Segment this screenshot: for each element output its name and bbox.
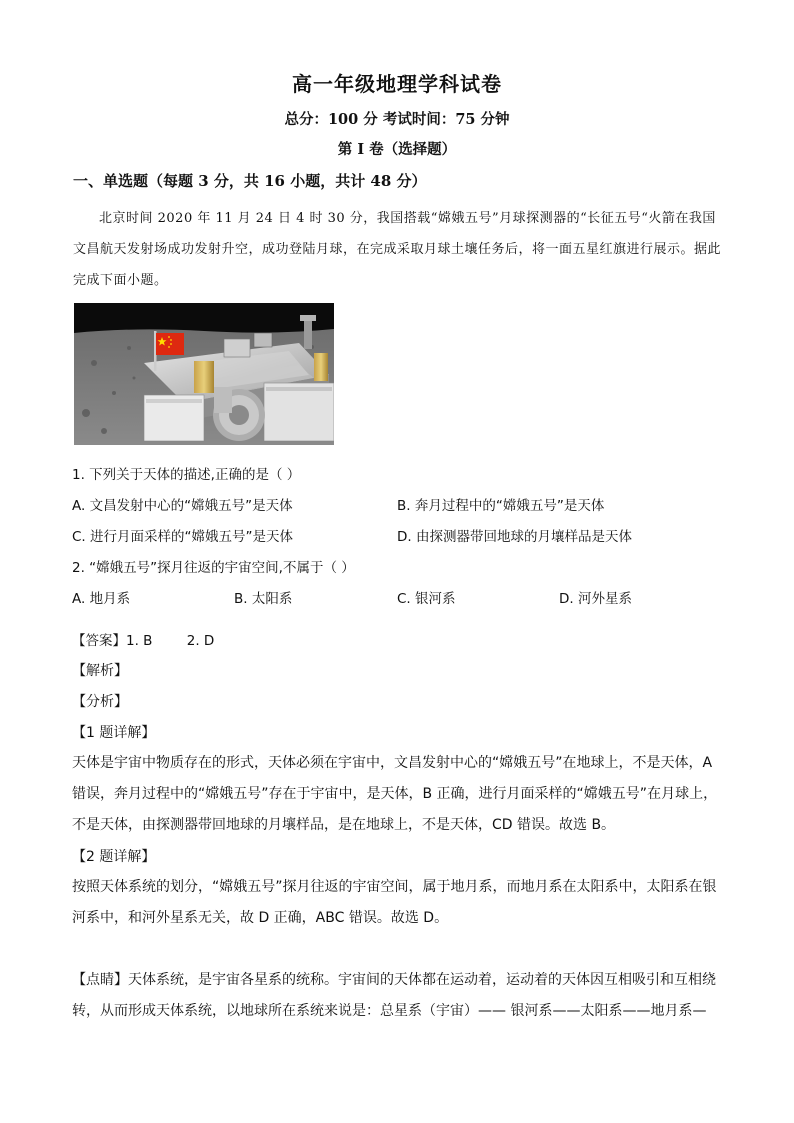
intro-text: 北京时间 2020 年 11 月 24 日 4 时 30 分，我国搭载“嫦娥五号”月球探测器的“长征五号“火箭在我国文昌航天发射场成功发射升空，成功登陆月球，在完成采取月球土壤任务后，将一面五星红旗进行展示。据此完成下面小题。	[73, 211, 722, 288]
answer-value: 1. B 2. D	[126, 633, 215, 649]
dianjing-label: 【点睛】	[72, 972, 128, 988]
answer-line	[72, 629, 214, 649]
question-1-option-b: B. 奔月过程中的“嫦娥五号”是天体	[397, 498, 605, 514]
section-heading: 一、单选题（每题 3 分，共 16 小题，共计 48 分）	[73, 172, 427, 190]
question-2-stem: 2. “嫦娥五号”探月往返的宇宙空间,不属于（ ）	[72, 560, 355, 576]
volume-title: 第 I 卷（选择题）	[337, 141, 457, 158]
change5-lunar-photo	[74, 303, 334, 445]
question-1-option-d: D. 由探测器带回地球的月壤样品是天体	[397, 529, 632, 545]
question-2-option-c: C. 银河系	[397, 591, 456, 607]
exam-title: 高一年级地理学科试卷	[292, 72, 502, 96]
question-2-option-a: A. 地月系	[72, 591, 131, 607]
question-2-option-b: B. 太阳系	[234, 591, 293, 607]
fenxi-heading: 【分析】	[72, 694, 128, 710]
dianjing-paragraph	[72, 965, 722, 1027]
question-1-option-a: A. 文昌发射中心的“嫦娥五号”是天体	[72, 498, 293, 514]
answer-label: 【答案】	[72, 633, 126, 649]
q2-detail-heading: 【2 题详解】	[72, 849, 156, 865]
dianjing-text: 天体系统，是宇宙各星系的统称。宇宙间的天体都在运动着，运动着的天体因互相吸引和互相绕转，从而形成天体系统，以地球所在系统来说是：总星系（宇宙）—— 银河系——太阳系——地月系—	[72, 972, 716, 1019]
question-1-option-c: C. 进行月面采样的“嫦娥五号”是天体	[72, 529, 293, 545]
q1-detail-heading: 【1 题详解】	[72, 725, 156, 741]
intro-paragraph	[73, 203, 723, 296]
jiexi-heading: 【解析】	[72, 663, 128, 679]
q2-detail-text: 按照天体系统的划分，“嫦娥五号”探月往返的宇宙空间，属于地月系，而地月系在太阳系中，太阳系在银河系中，和河外星系无关，故 D 正确，ABC 错误。故选 D。	[72, 879, 717, 926]
q1-detail-text: 天体是宇宙中物质存在的形式，天体必须在宇宙中，文昌发射中心的“嫦娥五号”在地球上，不是天体，A 错误，奔月过程中的“嫦娥五号”存在于宇宙中，是天体，B 正确，进行月面采样的“嫦娥五号”在月球上，不是天体，由探测器带回地球的月壤样品，是在地球上，不是天体，CD 错误。故选 B。	[72, 755, 718, 833]
question-2-option-d: D. 河外星系	[559, 591, 632, 607]
question-1-stem: 1. 下列关于天体的描述,正确的是（ ）	[72, 467, 301, 483]
exam-subtitle: 总分：100 分 考试时间：75 分钟	[284, 111, 510, 128]
